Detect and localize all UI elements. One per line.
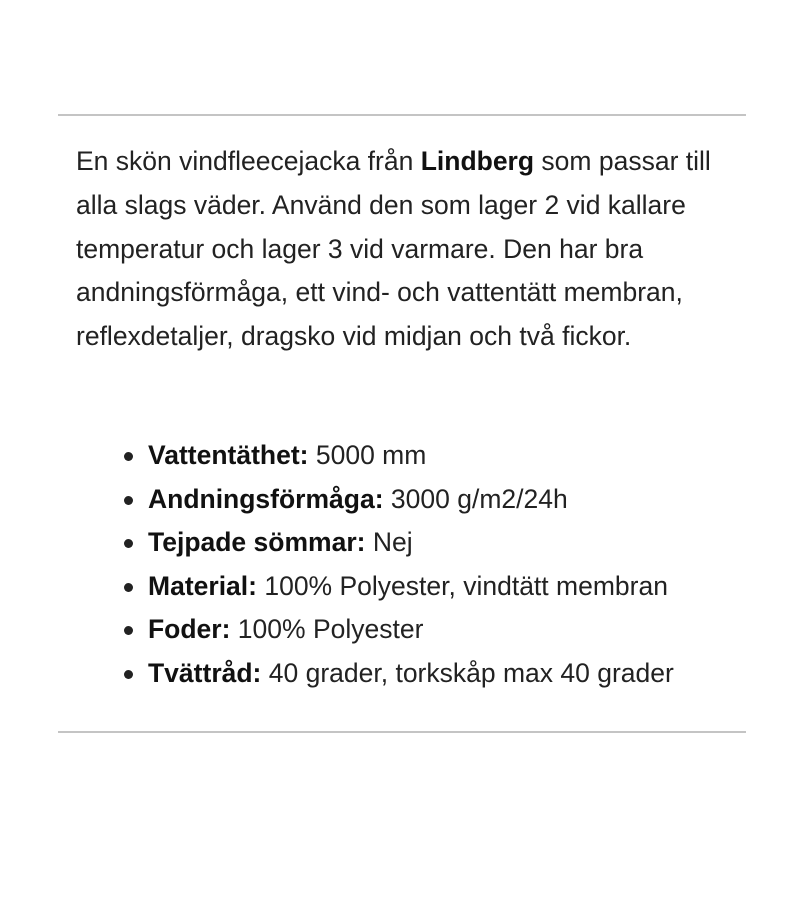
bullet-icon xyxy=(124,539,133,548)
bullet-icon xyxy=(124,496,133,505)
bullet-icon xyxy=(124,452,133,461)
spec-label: Vattentäthet: xyxy=(148,440,309,470)
spec-item-andningsformaga xyxy=(0,478,760,522)
spec-item-tejpade-sommar xyxy=(0,521,760,565)
spec-value: Nej xyxy=(365,527,413,558)
spec-label: Tvättråd: xyxy=(148,657,262,688)
spec-value: 40 grader, torkskåp max 40 grader xyxy=(261,657,674,688)
bottom-divider xyxy=(58,731,746,733)
bullet-icon xyxy=(124,670,133,679)
bullet-icon xyxy=(124,626,133,635)
description-body: som passar till alla slags väder. Använd den som lager 2 vid kallare temperatur och lager 3 vid varmare. Den har bra andningsförmåga, ett vind- och vattentätt membran, reflexdetaljer, dragsko vid midjan och två fickor. xyxy=(76,146,711,352)
spec-label: Andningsförmåga: xyxy=(148,483,384,514)
top-divider xyxy=(58,114,746,116)
product-description xyxy=(76,140,748,359)
spec-item-tvattrad xyxy=(0,652,760,696)
spec-label: Foder: xyxy=(148,614,231,645)
spec-item-material xyxy=(0,565,760,609)
description-intro: En skön vindfleecejacka från xyxy=(76,146,421,176)
bullet-icon xyxy=(124,583,133,592)
spec-label: Tejpade sömmar: xyxy=(148,527,366,558)
spec-label: Material: xyxy=(148,570,257,601)
spec-item-vattentathet xyxy=(0,434,760,478)
spec-value: 100% Polyester xyxy=(230,614,424,645)
spec-value: 3000 g/m2/24h xyxy=(383,483,568,514)
spec-item-foder xyxy=(0,608,760,652)
spec-value: 100% Polyester, vindtätt membran xyxy=(256,570,668,601)
spec-list xyxy=(0,434,760,696)
spec-value: 5000 mm xyxy=(308,440,427,470)
brand-name: Lindberg xyxy=(420,146,535,176)
